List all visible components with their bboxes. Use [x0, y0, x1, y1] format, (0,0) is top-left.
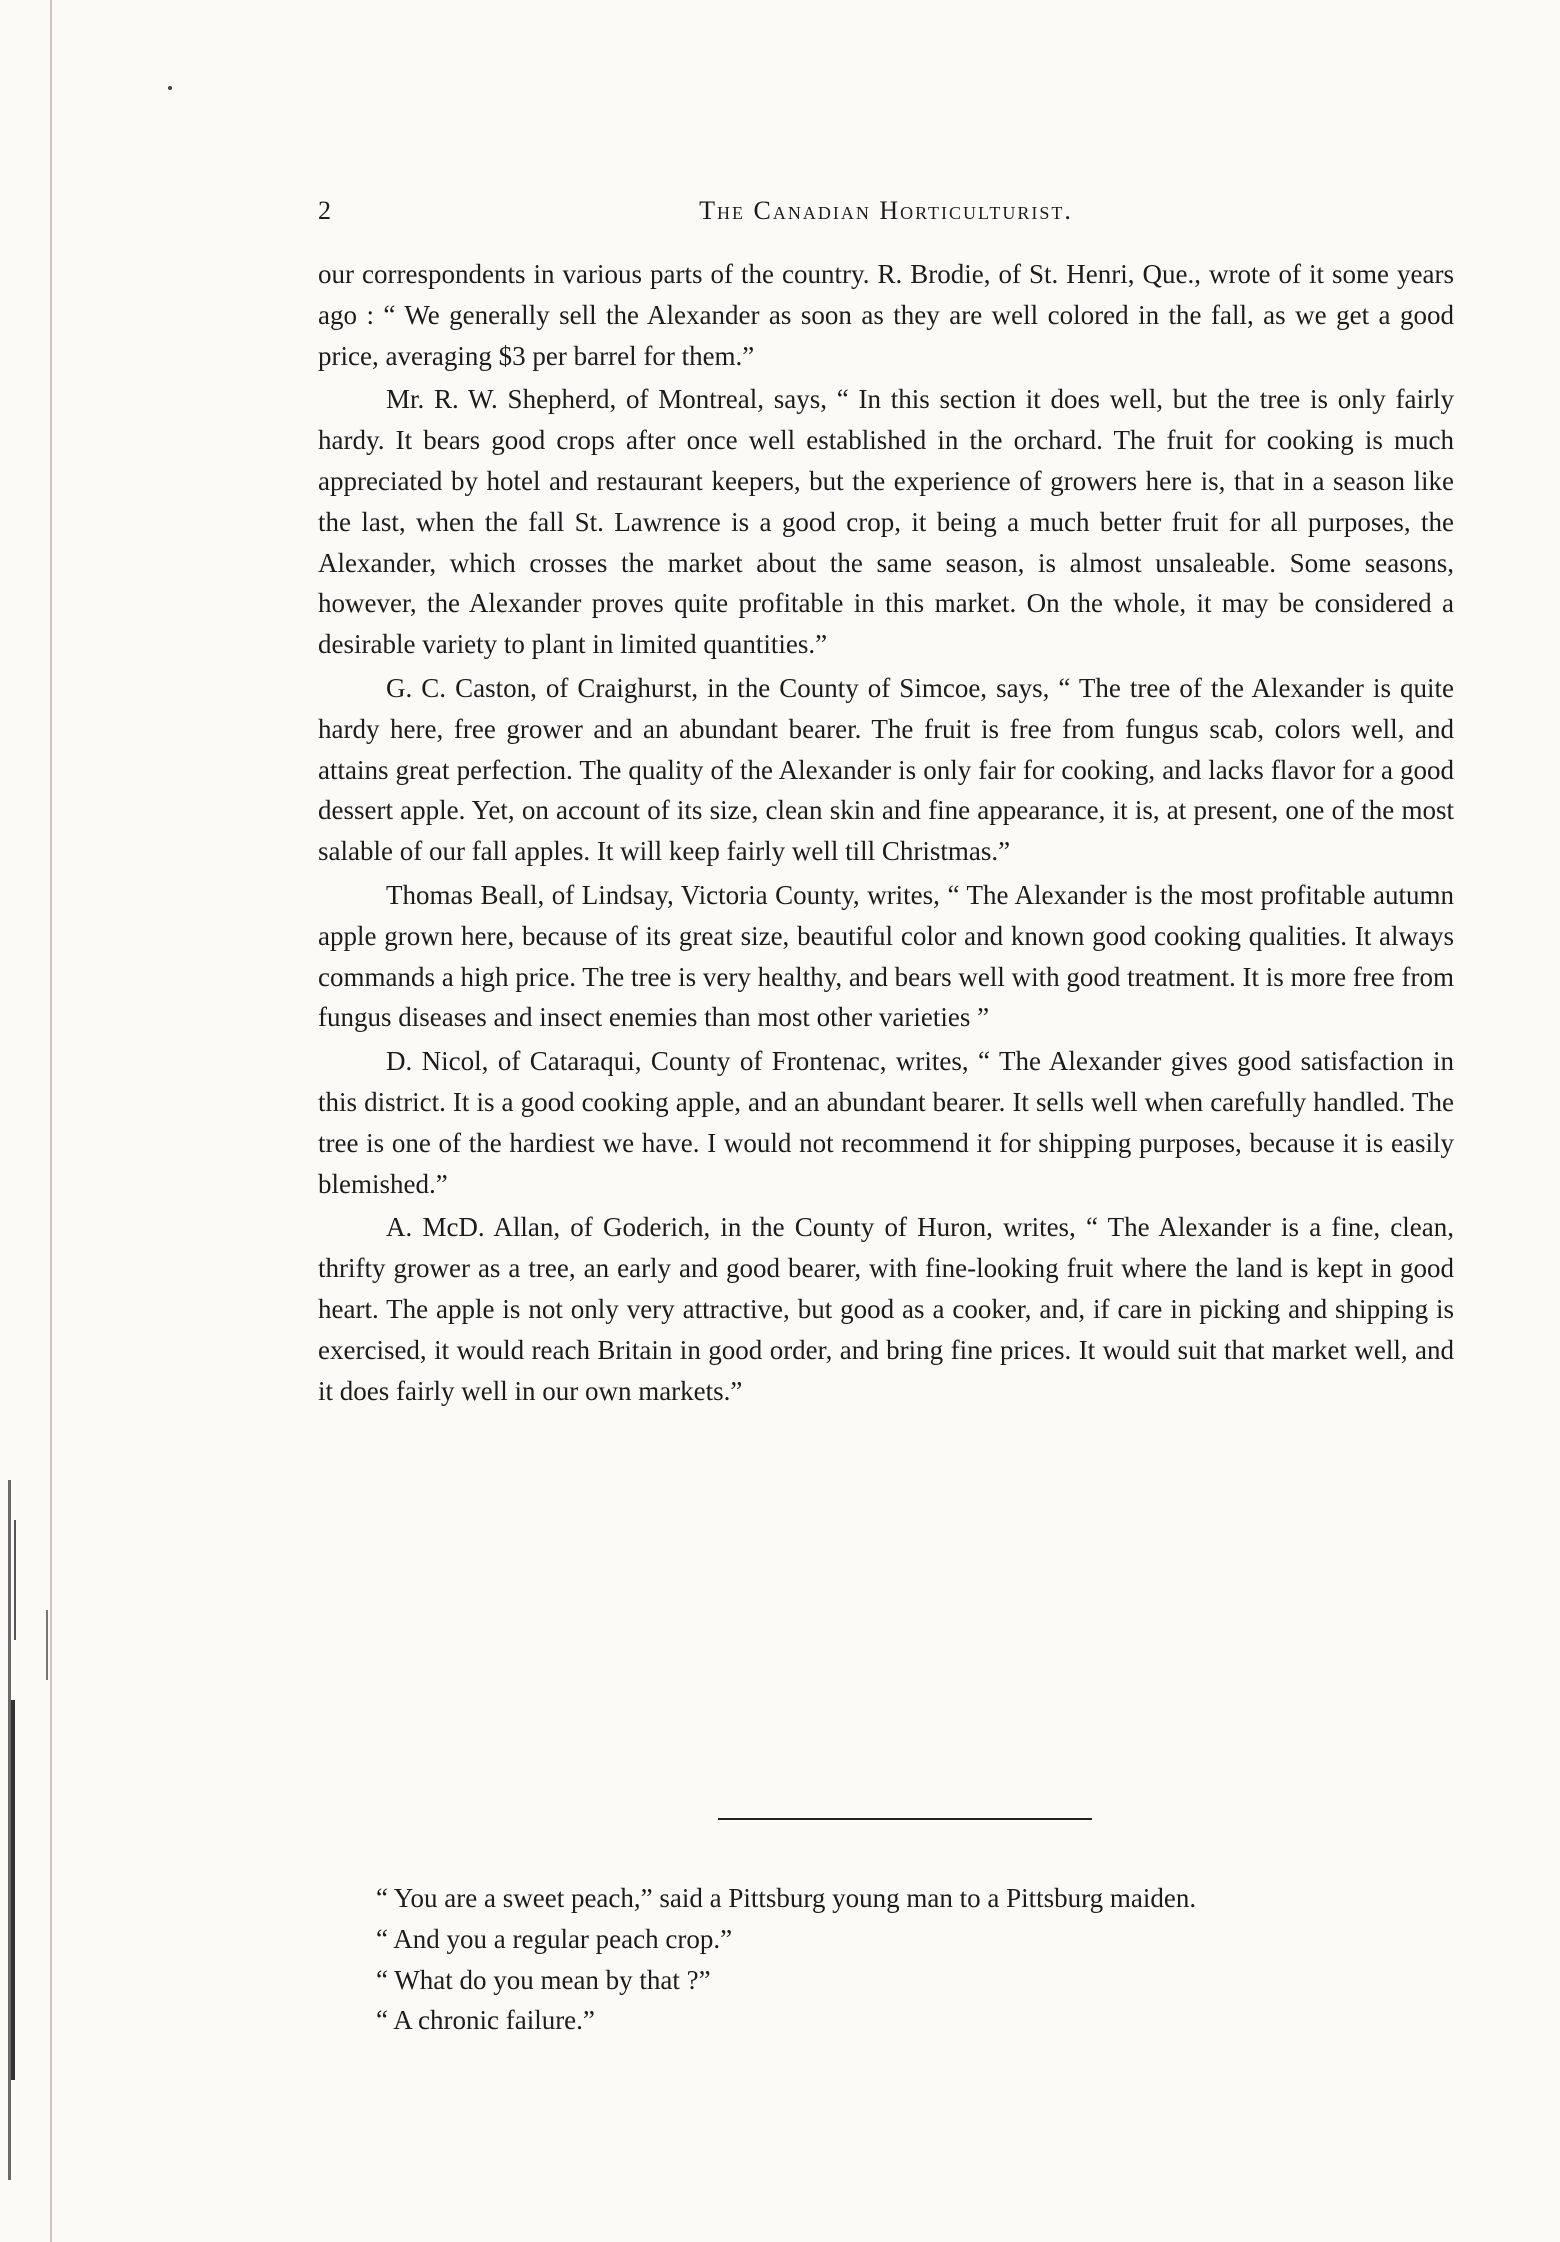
- anecdote-line: “ What do you mean by that ?”: [376, 1964, 711, 1995]
- stray-ink-dot: [168, 86, 172, 90]
- section-divider: [718, 1818, 1092, 1820]
- journal-title: The Canadian Horticulturist.: [699, 196, 1073, 225]
- article-paragraph: A. McD. Allan, of Goderich, in the County of Huron, writes, “ The Alexander is a fine, clean, thrifty grower as a tree, an early and good bearer, with fine-looking fruit where the land is kept in good heart. The apple is not only very attractive, but good as a cooker, and, if care in picking and shipping is exercised, it would reach Britain in good order, and bring fine prices. It would suit that market well, and it does fairly well in our own markets.”: [318, 1212, 1454, 1406]
- article-paragraph: D. Nicol, of Cataraqui, County of Frontenac, writes, “ The Alexander gives good satisfaction in this district. It is a good cooking apple, and an abundant bearer. It sells well when carefully handled. The tree is one of the hardiest we have. I would not recommend it for shipping purposes, because it is easily blemished.”: [318, 1046, 1454, 1199]
- page-binding-edge: [0, 0, 60, 2242]
- anecdote-line: “ A chronic failure.”: [376, 2005, 595, 2036]
- article-paragraph: Mr. R. W. Shepherd, of Montreal, says, “ In this section it does well, but the tree is only fairly hardy. It bears good crops after once well established in the orchard. The fruit for cooking is much appreciated by hotel and restaurant keepers, but the experience of growers here is, that in a season like the last, when the fall St. Lawrence is a good crop, it being a much better fruit for all purposes, the Alexander, which crosses the market about the same season, is almost unsaleable. Some seasons, however, the Alexander proves quite profitable in this market. On the whole, it may be considered a desirable variety to plant in limited quantities.”: [318, 384, 1454, 660]
- page-number: 2: [318, 196, 331, 225]
- running-head: [318, 191, 1454, 231]
- article-paragraph: G. C. Caston, of Craighurst, in the County of Simcoe, says, “ The tree of the Alexander is quite hardy here, free grower and an abundant bearer. The fruit is free from fungus scab, colors well, and attains great perfection. The quality of the Alexander is only fair for cooking, and lacks flavor for a good dessert apple. Yet, on account of its size, clean skin and fine appearance, it is, at present, one of the most salable of our fall apples. It will keep fairly well till Christmas.”: [318, 672, 1454, 867]
- article-paragraph: Thomas Beall, of Lindsay, Victoria County, writes, “ The Alexander is the most profitable autumn apple grown here, because of its great size, beautiful color and known good cooking qualities. It always commands a high price. The tree is very healthy, and bears well with good treatment. It is more free from fungus diseases and insect enemies than most other varieties ”: [318, 879, 1454, 1033]
- anecdote-line: “ And you a regular peach crop.”: [376, 1923, 733, 1954]
- article-paragraph: our correspondents in various parts of the country. R. Brodie, of St. Henri, Que., wrote of it some years ago : “ We generally sell the Alexander as soon as they are well colored in the fall, as we get a good price, averaging $3 per barrel for them.”: [318, 259, 1454, 371]
- anecdote-line: “ You are a sweet peach,” said a Pittsburg young man to a Pittsburg maiden.: [376, 1883, 1197, 1913]
- anecdote: [376, 1878, 1456, 2041]
- article-body: [318, 254, 1454, 1411]
